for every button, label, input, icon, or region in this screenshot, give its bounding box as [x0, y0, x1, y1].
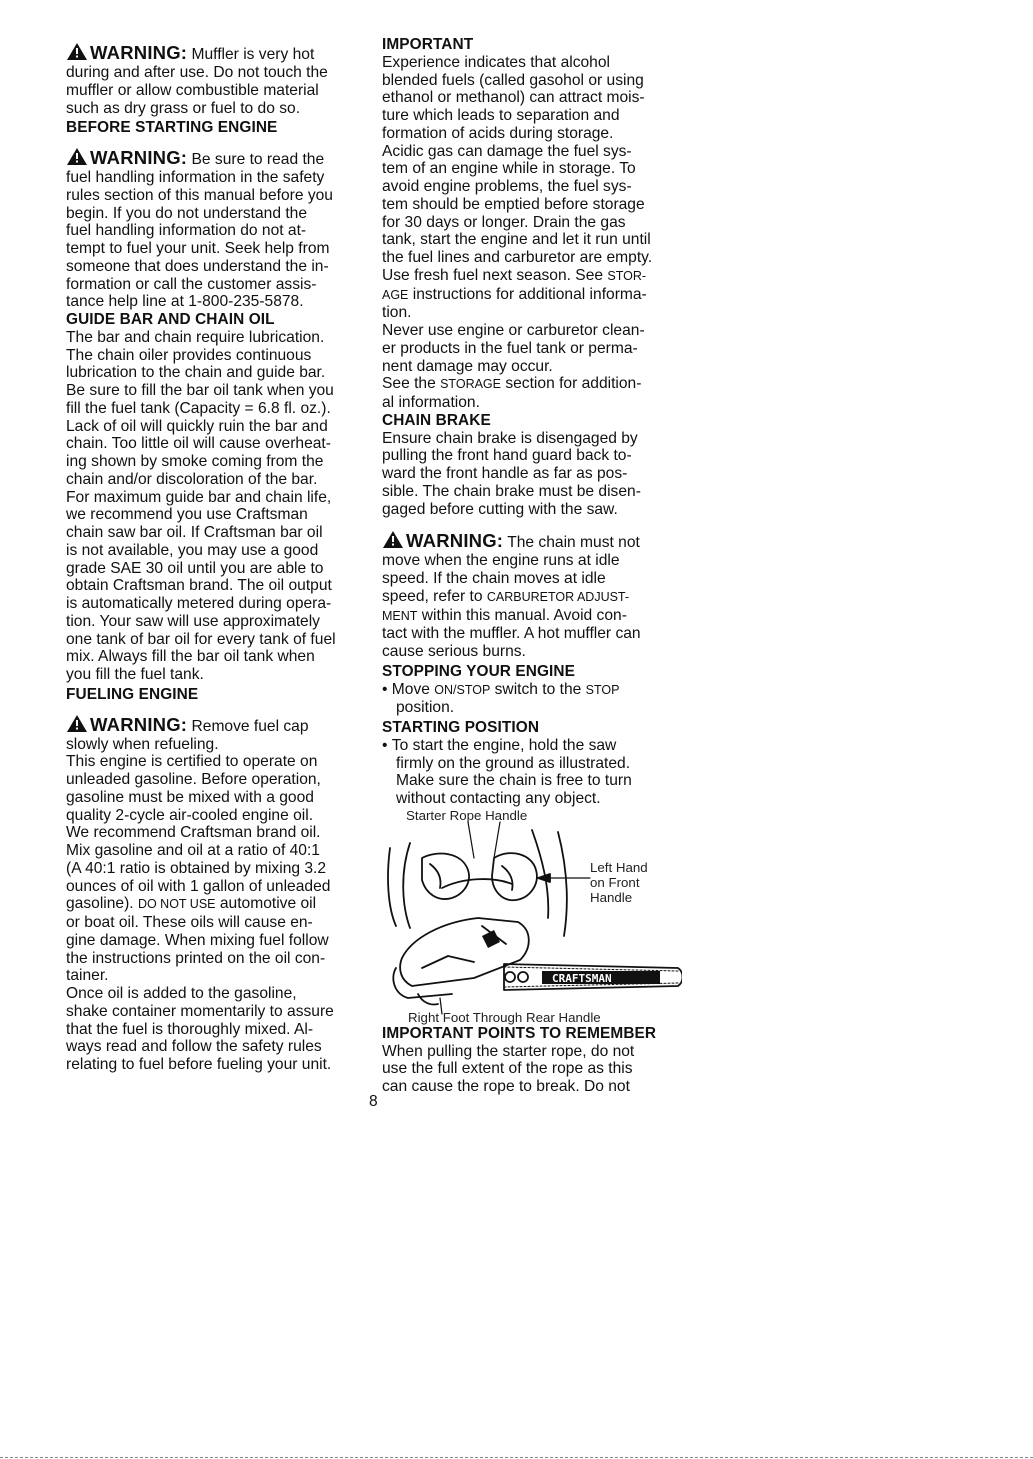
text-line: formation of acids during storage.: [382, 124, 614, 142]
text-line: [382, 267, 682, 286]
section-heading: CHAIN BRAKE: [382, 411, 491, 429]
warning-triangle-icon: [66, 42, 88, 61]
text-line: firmly on the ground as illustrated.: [396, 754, 631, 772]
text-line: Mix gasoline and oil at a ratio of 40:1: [66, 842, 320, 859]
text-line: or boat oil. These oils will cause en-: [66, 914, 313, 931]
text-span: speed, refer to: [382, 587, 487, 605]
text-span: automotive oil: [215, 895, 317, 913]
text-line: chain. Too little oil will cause overheat-: [66, 435, 331, 453]
left-hand-label-line: Handle: [590, 889, 633, 905]
text-line: ture which leads to separation and: [382, 107, 620, 124]
text-span: within this manual. Avoid con-: [417, 606, 627, 624]
text-line: er products in the fuel tank or perma-: [382, 339, 638, 357]
text-line: position.: [396, 699, 455, 717]
page-number: 8: [369, 1093, 378, 1110]
text-line: slowly when refueling.: [66, 735, 219, 753]
text-line: [382, 588, 682, 607]
chain-brake-section: [382, 412, 682, 519]
text-line: Never use engine or carburetor clean-: [382, 322, 645, 339]
section-heading: IMPORTANT: [382, 36, 474, 53]
text-line: nent damage may occur.: [382, 357, 553, 375]
warning-text: Remove fuel cap: [187, 717, 309, 735]
text-line: The bar and chain require lubrication.: [66, 328, 325, 346]
text-span: To start the engine, hold the saw: [391, 736, 617, 754]
text-line: is automatically metered during opera-: [66, 595, 332, 612]
text-line: for 30 days or longer. Drain the gas: [382, 213, 626, 231]
text-line: obtain Craftsman brand. The oil output: [66, 577, 332, 595]
text-span: Use fresh fuel next season. See: [382, 266, 608, 284]
starting-position-section: [382, 719, 682, 808]
text-line: someone that does understand the in-: [66, 257, 329, 275]
text-line: Lack of oil will quickly ruin the bar and: [66, 417, 328, 435]
text-line: during and after use. Do not touch the: [66, 64, 328, 81]
warning-text: The chain must not: [503, 534, 640, 552]
text-line: tempt to fuel your unit. Seek help from: [66, 240, 330, 257]
text-span: See the: [382, 375, 441, 393]
stopping-section: [382, 663, 682, 717]
text-line: one tank of bar oil for every tank of fuel: [66, 630, 336, 648]
text-line: lubrication to the chain and guide bar.: [66, 364, 326, 382]
small-caps-text: AGE: [382, 287, 409, 302]
text-line: tion. Your saw will use approximately: [66, 612, 320, 630]
text-line: tank, start the engine and let it run until: [382, 231, 651, 249]
important-section: [382, 36, 682, 412]
text-line: When pulling the starter rope, do not: [382, 1042, 635, 1060]
text-line: tem should be emptied before storage: [382, 195, 645, 213]
small-caps-text: CARBURETOR ADJUST-: [486, 589, 630, 604]
text-line: ing shown by smoke coming from the: [66, 453, 324, 470]
text-line: use the full extent of the rope as this: [382, 1060, 633, 1078]
text-line: move when the engine runs at idle: [382, 552, 620, 570]
text-line: Ensure chain brake is disengaged by: [382, 429, 638, 447]
small-caps-text: DO NOT USE: [137, 897, 216, 912]
bullet-item: [382, 737, 682, 755]
text-line: Once oil is added to the gasoline,: [66, 985, 297, 1002]
right-foot-label: Right Foot Through Rear Handle: [408, 1009, 601, 1025]
text-line: quality 2-cycle air-cooled engine oil.: [66, 806, 314, 824]
text-line: Be sure to fill the bar oil tank when you: [66, 382, 334, 399]
text-line: ethanol or methanol) can attract mois-: [382, 89, 645, 107]
text-line: (A 40:1 ratio is obtained by mixing 3.2: [66, 859, 327, 877]
text-line: tainer.: [66, 967, 109, 985]
warning-label: WARNING:: [90, 147, 188, 168]
text-line: formation or call the customer assis-: [66, 275, 317, 293]
small-caps-text: ON/STOP: [434, 682, 491, 697]
important-points-section: [382, 1025, 682, 1096]
text-line: tance help line at 1-800-235-5878.: [66, 293, 304, 311]
warning-triangle-icon: [66, 714, 88, 733]
text-line: Experience indicates that alcohol: [382, 53, 610, 71]
warning-text: Muffler is very hot: [187, 46, 315, 63]
text-line: The chain oiler provides continuous: [66, 346, 312, 364]
section-heading: STARTING POSITION: [382, 719, 540, 736]
text-line: fuel handling information in the safety: [66, 169, 325, 186]
small-caps-text: STORAGE: [440, 377, 501, 392]
small-caps-text: MENT: [382, 608, 418, 623]
text-line: fill the fuel tank (Capacity = 6.8 fl. oz.).: [66, 399, 331, 417]
text-line: [66, 895, 362, 914]
text-line: We recommend Craftsman brand oil.: [66, 824, 321, 842]
warning-triangle-icon: [382, 530, 404, 549]
text-line: that the fuel is thoroughly mixed. Al-: [66, 1020, 314, 1038]
text-line: is not available, you may use a good: [66, 541, 319, 559]
text-line: pulling the front hand guard back to-: [382, 447, 632, 465]
bullet-item: [382, 681, 682, 700]
guide-bar-section: [66, 311, 362, 684]
section-heading: FUELING ENGINE: [66, 685, 199, 703]
starter-rope-label: Starter Rope Handle: [406, 807, 528, 823]
text-line: blended fuels (called gasohol or using: [382, 71, 644, 89]
left-hand-label-line: on Front: [590, 874, 640, 890]
text-line: the fuel lines and carburetor are empty.: [382, 249, 653, 266]
text-line: al information.: [382, 394, 480, 411]
section-heading: GUIDE BAR AND CHAIN OIL: [66, 311, 275, 328]
text-line: [382, 286, 682, 305]
text-line: mix. Always fill the bar oil tank when: [66, 648, 315, 666]
text-span: gasoline).: [66, 895, 138, 913]
text-line: ways read and follow the safety rules: [66, 1038, 322, 1056]
text-line: shake container momentarily to assure: [66, 1002, 334, 1020]
warning-triangle-icon: [66, 147, 88, 166]
text-line: gine damage. When mixing fuel follow: [66, 931, 329, 949]
text-line: tion.: [382, 304, 412, 322]
text-line: tact with the muffler. A hot muffler can: [382, 625, 641, 643]
text-line: relating to fuel before fueling your unit.: [66, 1056, 332, 1073]
small-caps-text: STOR-: [607, 268, 647, 283]
left-column: [66, 36, 362, 1074]
text-line: unleaded gasoline. Before operation,: [66, 771, 321, 788]
text-line: fuel handling information do not at-: [66, 222, 307, 240]
text-line: you fill the fuel tank.: [66, 666, 204, 683]
warning-label: WARNING:: [406, 530, 504, 552]
text-span: switch to the: [490, 680, 586, 698]
chainsaw-starting-illustration: [382, 808, 682, 1028]
warning-text: Be sure to read the: [187, 151, 325, 168]
text-line: [382, 607, 682, 626]
text-line: avoid engine problems, the fuel sys-: [382, 178, 632, 195]
fueling-section: [66, 686, 362, 1074]
before-starting-section: [66, 119, 362, 311]
text-line: sible. The chain brake must be disen-: [382, 482, 641, 500]
text-line: can cause the rope to break. Do not: [382, 1078, 630, 1095]
section-heading: IMPORTANT POINTS TO REMEMBER: [382, 1024, 657, 1042]
bullet-icon: •: [382, 680, 392, 698]
text-line: gasoline must be mixed with a good: [66, 788, 314, 806]
text-line: tem of an engine while in storage. To: [382, 160, 636, 178]
muffler-warning: [66, 42, 362, 117]
text-span: Move: [391, 680, 435, 698]
chain-warning: [382, 530, 682, 661]
text-line: speed. If the chain moves at idle: [382, 570, 606, 587]
text-line: rules section of this manual before you: [66, 186, 333, 204]
small-caps-text: STOP: [585, 682, 620, 697]
text-span: section for addition-: [501, 375, 642, 393]
bullet-icon: •: [382, 736, 392, 754]
page-edge-rule: [0, 1457, 1033, 1458]
text-line: muffler or allow combustible material: [66, 81, 319, 99]
text-line: chain saw bar oil. If Craftsman bar oil: [66, 524, 323, 541]
text-span: instructions for additional informa-: [408, 285, 647, 303]
warning-label: WARNING:: [90, 713, 188, 735]
text-line: grade SAE 30 oil until you are able to: [66, 559, 324, 577]
text-line: begin. If you do not understand the: [66, 204, 308, 222]
text-line: cause serious burns.: [382, 643, 526, 660]
right-column: [382, 36, 682, 1096]
text-line: ounces of oil with 1 gallon of unleaded: [66, 877, 331, 895]
section-heading: BEFORE STARTING ENGINE: [66, 119, 278, 137]
brand-logo: CRAFTSMAN: [552, 971, 612, 985]
text-line: gaged before cutting with the saw.: [382, 500, 618, 518]
left-hand-label-line: Left Hand: [590, 859, 648, 875]
warning-label: WARNING:: [90, 42, 188, 63]
chainsaw-drawing: [382, 818, 682, 1018]
text-line: chain and/or discoloration of the bar.: [66, 470, 318, 488]
text-line: we recommend you use Craftsman: [66, 506, 308, 524]
text-line: Acidic gas can damage the fuel sys-: [382, 142, 632, 160]
text-line: ward the front handle as far as pos-: [382, 465, 628, 482]
text-line: such as dry grass or fuel to do so.: [66, 99, 301, 117]
text-line: the instructions printed on the oil con-: [66, 949, 326, 967]
text-line: [382, 375, 682, 394]
section-heading: STOPPING YOUR ENGINE: [382, 662, 575, 680]
text-line: without contacting any object.: [396, 790, 601, 807]
text-line: For maximum guide bar and chain life,: [66, 488, 332, 506]
text-line: This engine is certified to operate on: [66, 753, 318, 771]
text-line: Make sure the chain is free to turn: [396, 772, 632, 790]
